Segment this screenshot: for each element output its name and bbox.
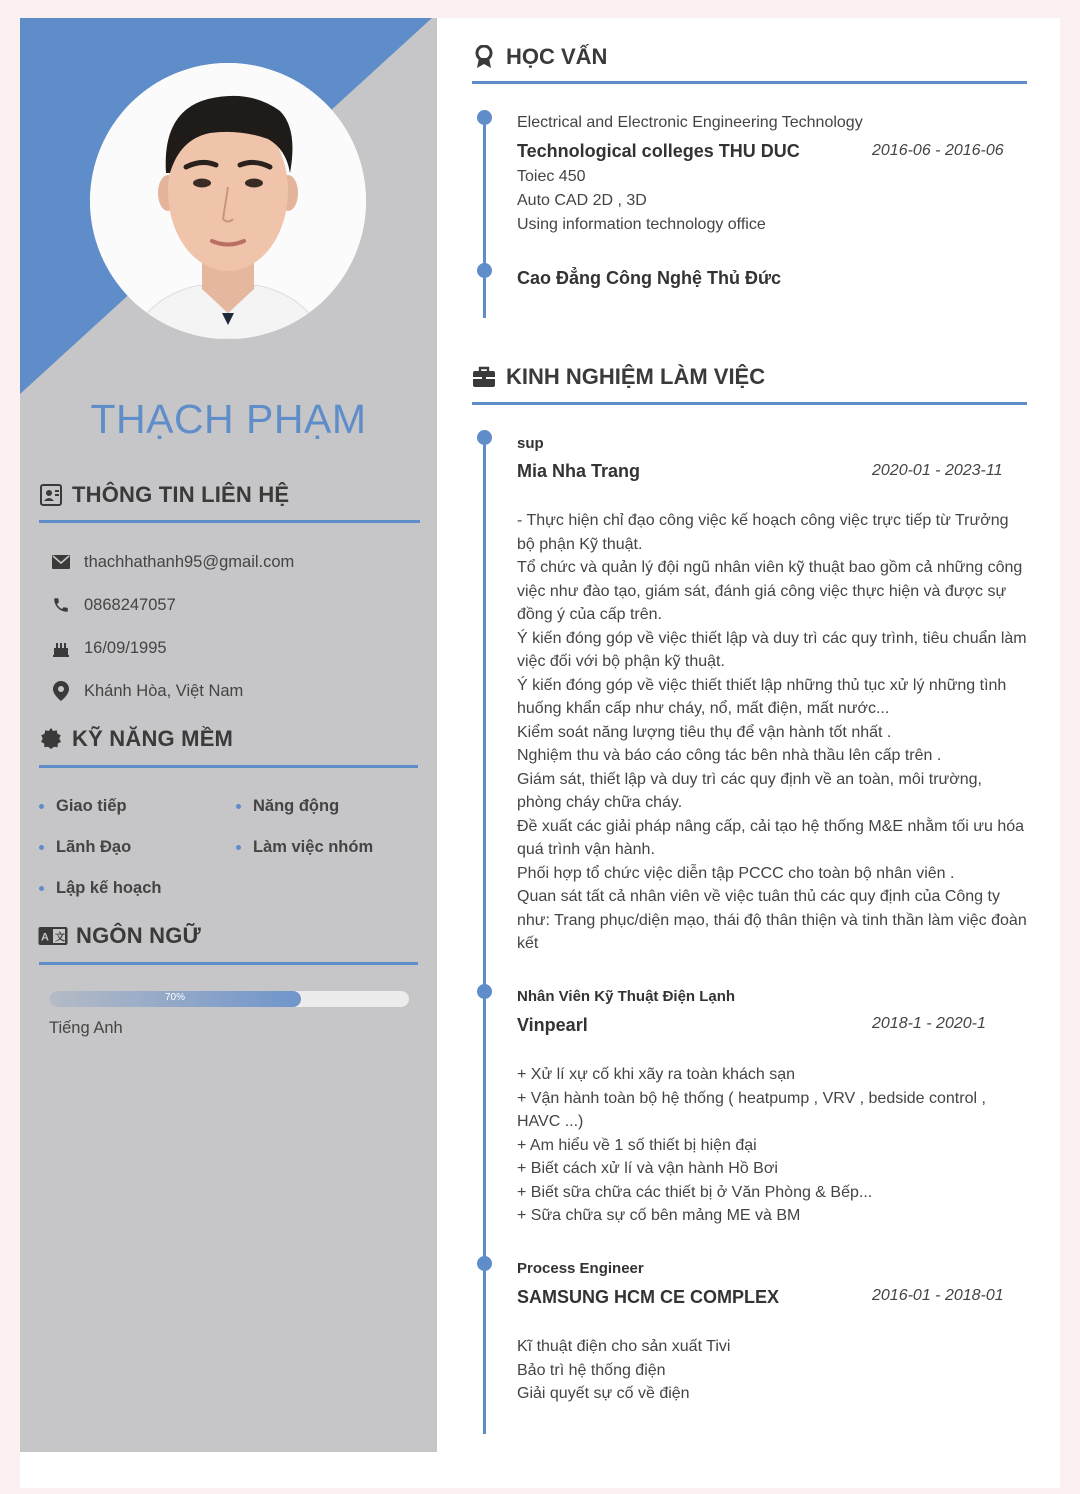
envelope-icon	[50, 551, 72, 573]
award-icon	[472, 44, 496, 70]
experience-section-title	[472, 364, 765, 390]
timeline-dot	[477, 1256, 492, 1271]
experience-timeline	[483, 438, 486, 1434]
languages-title-text: NGÔN NGỮ	[76, 923, 201, 948]
education-date: 2016-06 - 2016-06	[872, 142, 1004, 159]
skill-item: Giao tiếp	[39, 797, 127, 816]
timeline-dot	[477, 110, 492, 125]
languages-divider	[39, 962, 418, 965]
job-description-line: + Sữa chữa sự cố bên mảng ME và BM	[517, 1207, 801, 1224]
briefcase-icon	[472, 364, 496, 390]
job-description-line: Ý kiến đóng góp về việc thiết thiết lập những thủ tục xử lý những tình huống khẩn cấp như cháy, nổ, mất điện, mất nước...	[517, 676, 1007, 717]
skill-item: Lãnh Đạo	[39, 838, 131, 857]
job-position: Process Engineer	[517, 1260, 644, 1277]
timeline-dot	[477, 430, 492, 445]
job-description-line: + Xử lí xự cố khi xãy ra toàn khách sạn	[517, 1066, 795, 1083]
job-description-line: + Am hiểu về 1 số thiết bị hiện đại	[517, 1136, 757, 1154]
job-description	[517, 1335, 1027, 1406]
language-level-bar	[49, 991, 409, 1007]
job-description-line: Giám sát, thiết lập và duy trì các quy định về an toàn, môi trường, phòng cháy chữa cháy.	[517, 770, 982, 811]
job-description-line: Phối hợp tổ chức việc diễn tập PCCC cho toàn bộ nhân viên .	[517, 864, 955, 882]
svg-text:文: 文	[55, 932, 66, 944]
sidebar	[20, 18, 437, 1452]
contact-email	[50, 551, 294, 573]
email-text: thachhathanh95@gmail.com	[84, 552, 295, 571]
job-description-line: + Biết cách xử lí và vận hành Hồ Bơi	[517, 1160, 778, 1177]
job-position: Nhân Viên Kỹ Thuật Điện Lạnh	[517, 988, 736, 1005]
skill-item: Năng động	[236, 797, 339, 816]
job-date: 2016-01 - 2018-01	[872, 1287, 1004, 1304]
job-description-line: Nghiệm thu và báo cáo công tác bên nhà thầu lên cấp trên .	[517, 747, 942, 764]
job-description-line: Bảo trì hệ thống điện	[517, 1361, 666, 1379]
job-description	[517, 509, 1027, 956]
map-pin-icon	[50, 680, 72, 702]
education-detail: Auto CAD 2D , 3D	[517, 192, 647, 209]
education-school: Technological colleges THU DUC	[517, 141, 800, 161]
job-description-line: + Biết sữa chữa các thiết bị ở Văn Phòng & Bếp...	[517, 1183, 873, 1201]
education-major: Electrical and Electronic Engineering Technology	[517, 114, 863, 131]
job-description-line: Giải quyết sự cố về điện	[517, 1385, 690, 1402]
skill-item: Làm việc nhóm	[236, 838, 373, 857]
education-divider	[472, 81, 1027, 84]
job-description-line: - Thực hiện chỉ đạo công việc kế hoạch công việc trực tiếp từ Trưởng bộ phận Kỹ thuật.	[517, 512, 1009, 553]
timeline-dot	[477, 984, 492, 999]
experience-divider	[472, 402, 1027, 405]
job-description-line: Tổ chức và quản lý đội ngũ nhân viên kỹ thuật bao gồm cả những công việc như đào tạo, giám sát, đánh giá công việc thực hiện và được sự đồng ý của cấp trên.	[517, 559, 1023, 623]
birthday-text: 16/09/1995	[84, 638, 167, 657]
candidate-name: THẠCH PHẠM	[90, 396, 367, 442]
job-description-line: Ý kiến đóng góp về việc thiết lập và duy trì các quy trình, tiêu chuẩn làm việc đối với bộ phận kỹ thuật.	[517, 629, 1027, 670]
contact-card-icon	[38, 482, 64, 508]
timeline-dot	[477, 263, 492, 278]
contact-section-title	[38, 482, 289, 508]
svg-text:A: A	[41, 931, 50, 944]
contact-phone	[50, 594, 176, 616]
phone-icon	[50, 594, 72, 616]
contact-title-text: THÔNG TIN LIÊN HỆ	[72, 482, 290, 507]
location-text: Khánh Hòa, Việt Nam	[84, 681, 244, 700]
job-description	[517, 1063, 1027, 1228]
job-description-line: Kĩ thuật điện cho sản xuất Tivi	[517, 1338, 731, 1355]
language-level-fill	[49, 991, 301, 1007]
education-title-text: HỌC VẤN	[506, 44, 608, 69]
skill-item: Lập kế hoạch	[39, 879, 161, 898]
job-company: Vinpearl	[517, 1015, 588, 1035]
language-level-label: 70%	[164, 992, 185, 1003]
education-school: Cao Đẳng Công Nghệ Thủ Đức	[517, 268, 782, 288]
education-detail: Using information technology office	[517, 216, 766, 233]
education-detail: Toiec 450	[517, 168, 586, 185]
cake-icon	[50, 637, 72, 659]
experience-title-text: KINH NGHIỆM LÀM VIỆC	[506, 364, 766, 389]
job-company: SAMSUNG HCM CE COMPLEX	[517, 1287, 780, 1307]
education-section-title	[472, 44, 607, 70]
job-date: 2018-1 - 2020-1	[872, 1015, 986, 1032]
skills-section-title	[38, 726, 233, 752]
job-company: Mia Nha Trang	[517, 461, 641, 481]
contact-birthday	[50, 637, 167, 659]
gear-badge-icon	[38, 726, 64, 752]
job-description-line: Kiểm soát năng lượng tiêu thụ để vận hành tốt nhất .	[517, 723, 892, 741]
job-description-line: Quan sát tất cả nhân viên về việc tuân thủ các quy định của Công ty như: Trang phục/diện mạo, thái độ thân thiện và tinh thần làm việc đoàn kết	[517, 888, 1027, 952]
skills-divider	[39, 765, 418, 768]
skills-title-text: KỸ NĂNG MỀM	[72, 726, 234, 751]
phone-text: 0868247057	[84, 595, 176, 614]
language-name: Tiếng Anh	[49, 1019, 123, 1037]
contact-divider	[39, 520, 420, 523]
resume-page	[20, 18, 1060, 1488]
job-description-line: Đề xuất các giải pháp nâng cấp, cải tạo hệ thống M&E nhằm tối ưu hóa quá trình vận hành.	[517, 817, 1025, 858]
education-timeline	[483, 118, 486, 318]
avatar	[90, 63, 366, 339]
job-date: 2020-01 - 2023-11	[872, 462, 1003, 479]
language-icon	[38, 923, 68, 949]
contact-location	[50, 680, 243, 702]
job-position: sup	[517, 435, 544, 452]
job-description-line: + Vận hành toàn bộ hệ thống ( heatpump , VRV , bedside control , HAVC ...)	[517, 1089, 986, 1130]
languages-section-title	[38, 923, 201, 949]
